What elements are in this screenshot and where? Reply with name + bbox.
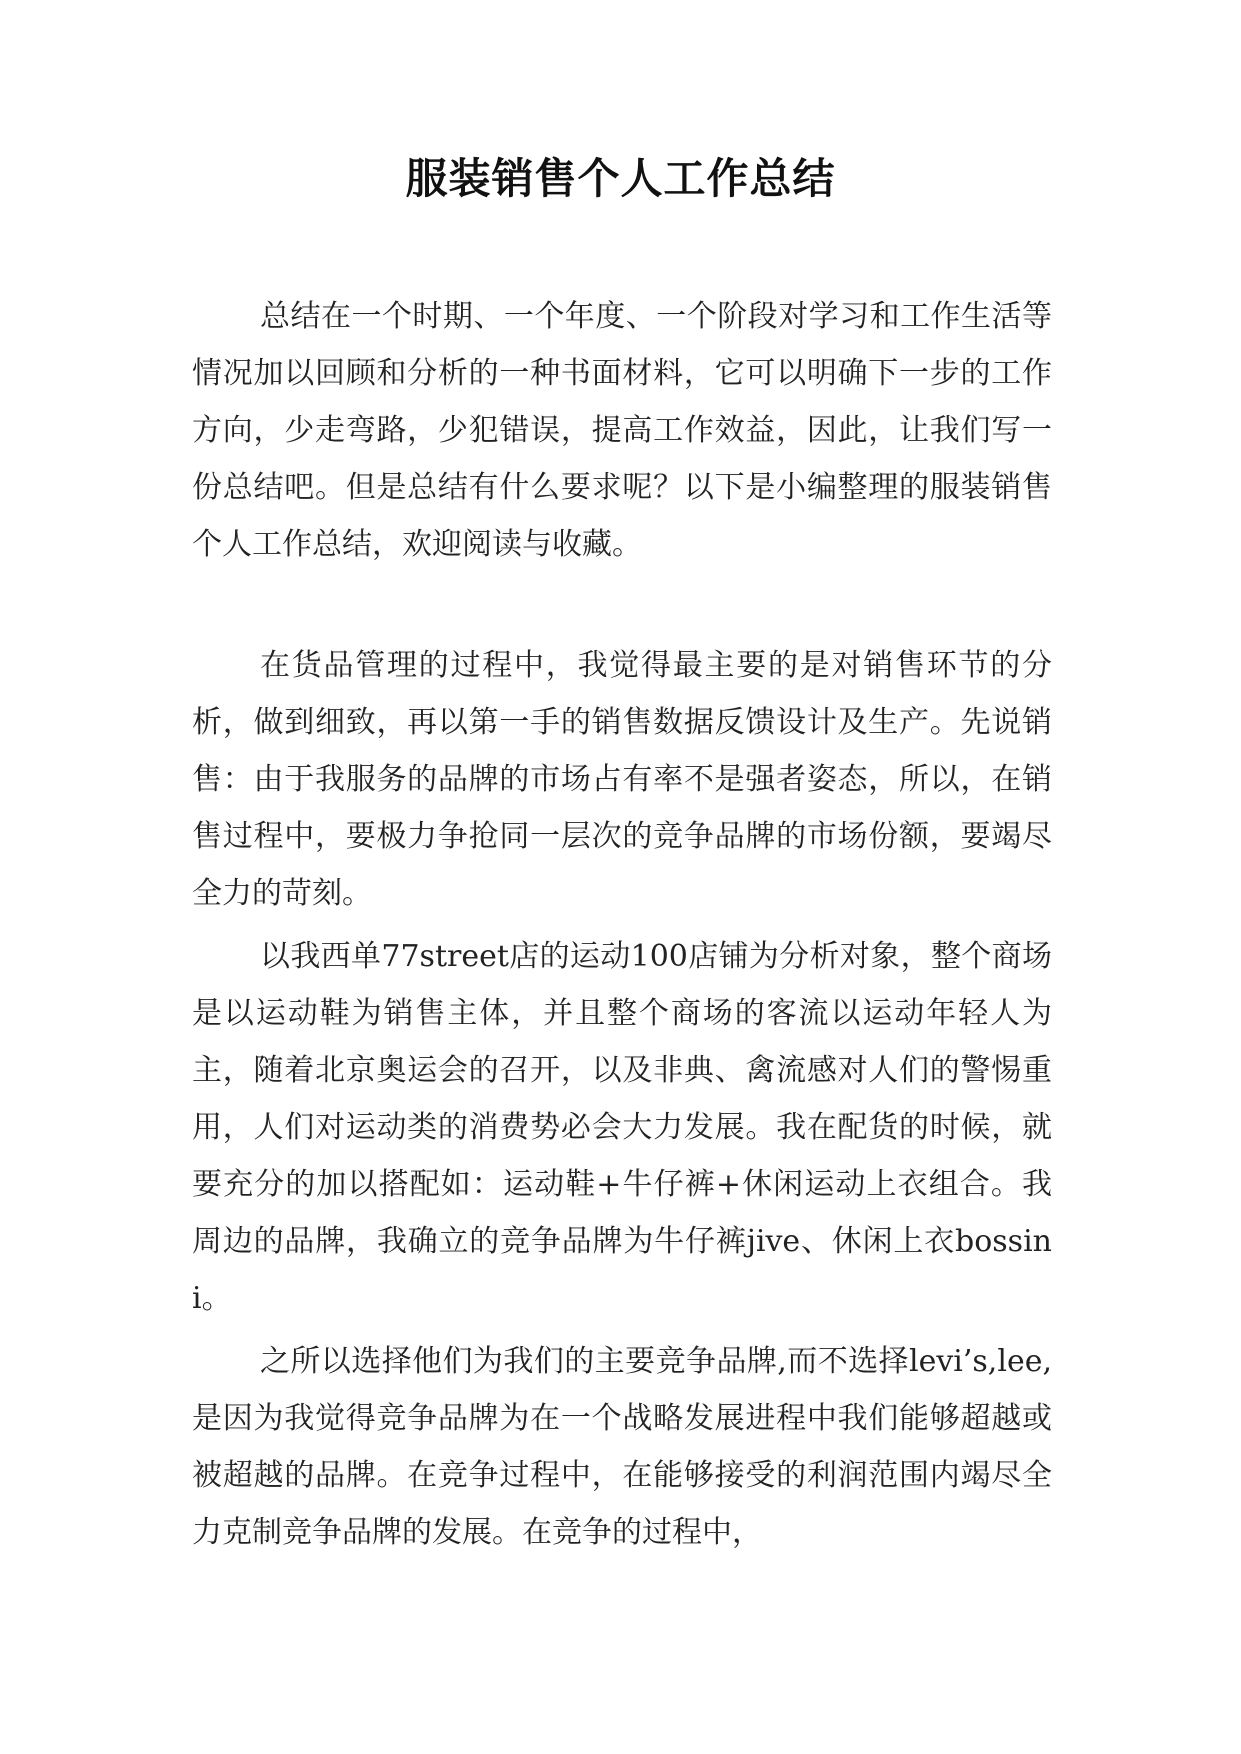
body-paragraph-2: 以我西单77street店的运动100店铺为分析对象，整个商场是以运动鞋为销售主体，并且整个商场的客流以运动年轻人为主，随着北京奥运会的召开，以及非典、禽流感对人们的警惕重用，人们对运动类的消费势必会大力发展。我在配货的时候，就要充分的加以搭配如：运动鞋+牛仔裤+休闲运动上衣组合。我周边的品牌，我确立的竞争品牌为牛仔裤jive、休闲上衣bossini。 <box>192 939 1052 1316</box>
body-paragraph-1: 在货品管理的过程中，我觉得最主要的是对销售环节的分析，做到细致，再以第一手的销售数据反馈设计及生产。先说销售：由于我服务的品牌的市场占有率不是强者姿态，所以，在销售过程中，要极力争抢同一层次的竞争品牌的市场份额，要竭尽全力的苛刻。 <box>192 648 1052 911</box>
main-section <box>192 637 1052 1561</box>
intro-section <box>192 288 1052 573</box>
body-paragraph-3: 之所以选择他们为我们的主要竞争品牌,而不选择levi’s,lee,是因为我觉得竞争品牌为在一个战略发展进程中我们能够超越或被超越的品牌。在竞争过程中，在能够接受的利润范围内竭尽全力克制竞争品牌的发展。在竞争的过程中， <box>192 1344 1052 1550</box>
intro-paragraph: 总结在一个时期、一个年度、一个阶段对学习和工作生活等情况加以回顾和分析的一种书面材料，它可以明确下一步的工作方向，少走弯路，少犯错误，提高工作效益，因此，让我们写一份总结吧。但是总结有什么要求呢？以下是小编整理的服装销售个人工作总结，欢迎阅读与收藏。 <box>192 299 1052 562</box>
document-title: 服装销售个人工作总结 <box>405 154 836 203</box>
